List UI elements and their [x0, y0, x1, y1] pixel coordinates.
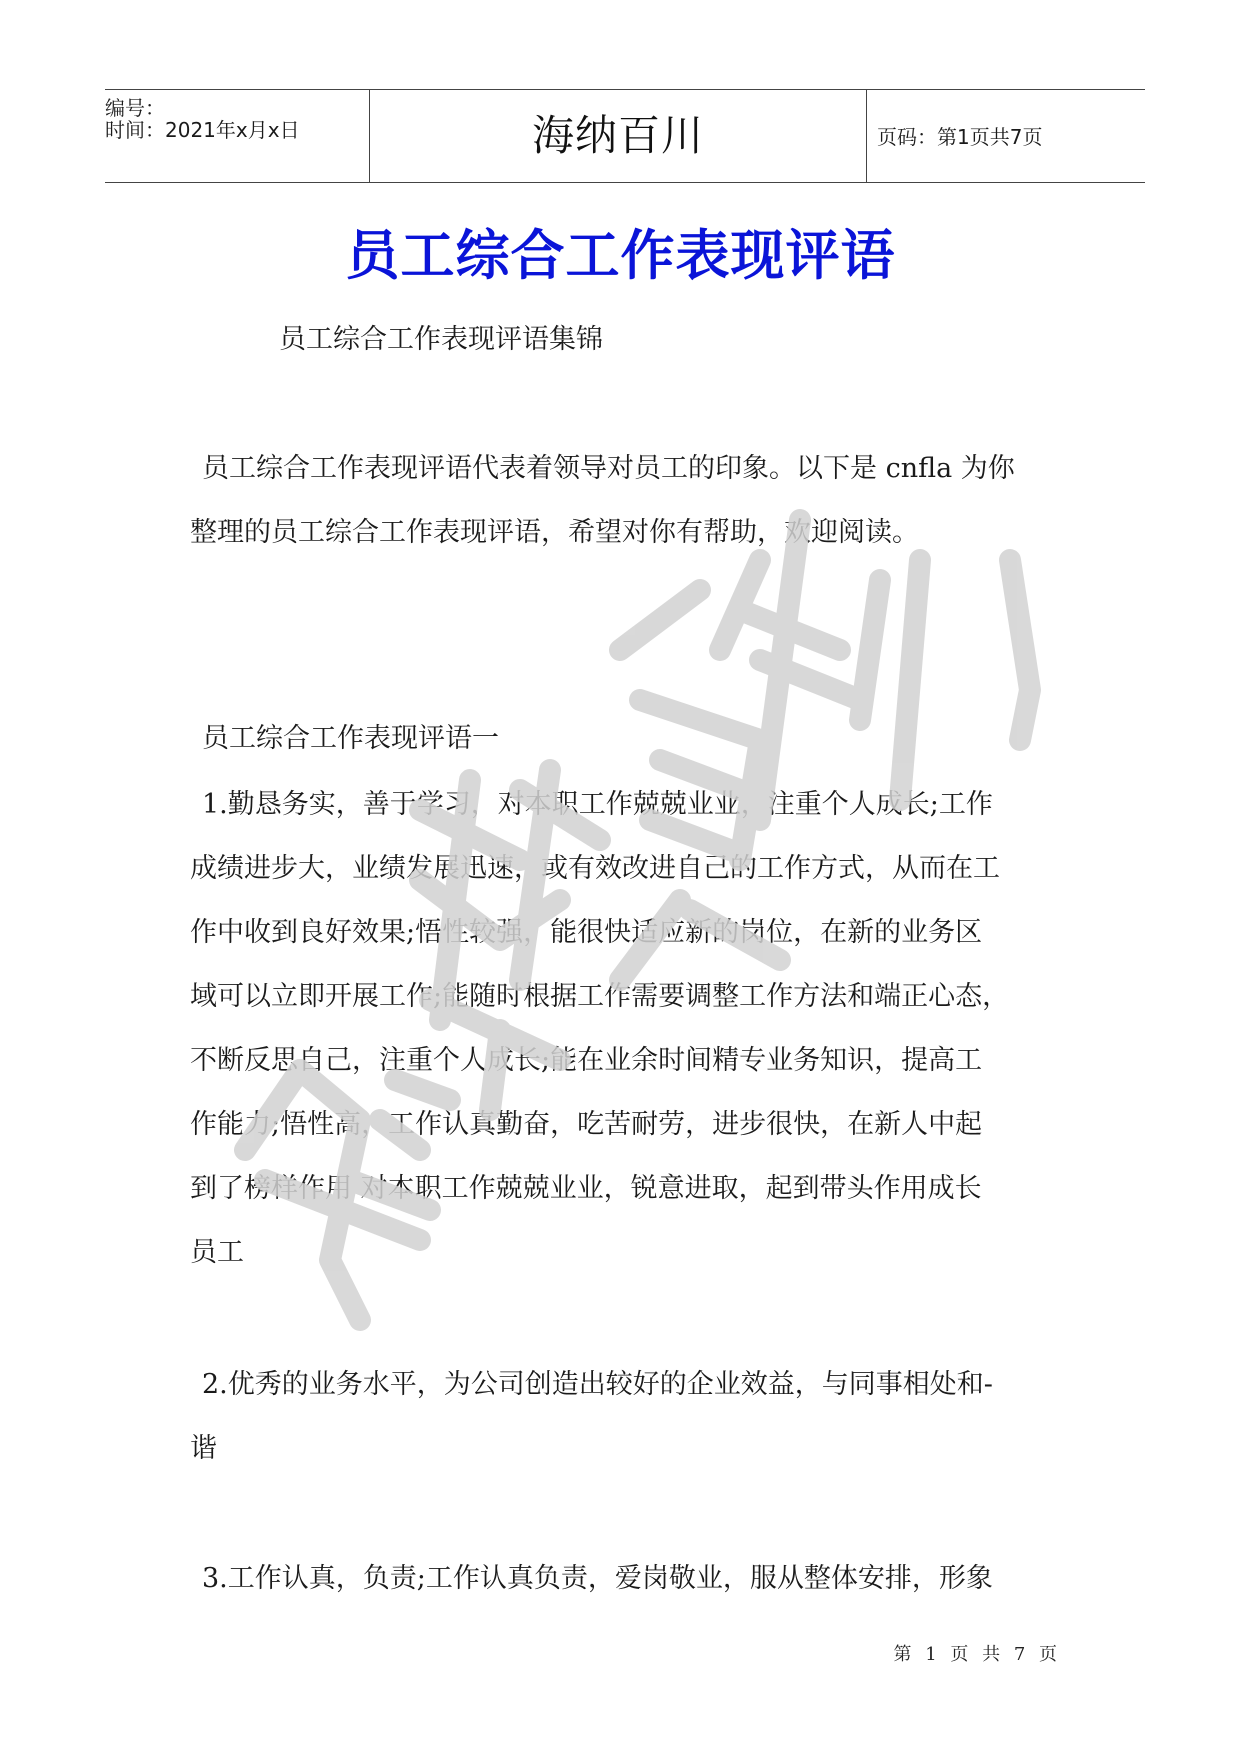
item-line: 2.优秀的业务水平，为公司创造出较好的企业效益，与同事相处和- [202, 1369, 993, 1400]
page-label: 页码：第1页共7页 [877, 125, 1043, 149]
header-table [105, 89, 1145, 183]
header-left-cell [105, 90, 370, 182]
page-footer: 第 1 页 共 7 页 [893, 1644, 1061, 1665]
item-line: 3.工作认真，负责;工作认真负责，爱岗敬业，服从整体安排，形象 [202, 1563, 993, 1594]
item-line: 到了榜样作用 对本职工作兢兢业业，锐意进取，起到带头作用成长 [190, 1173, 982, 1204]
item-line: 谐 [190, 1433, 217, 1464]
item-line: 作中收到良好效果;悟性较强，能很快适应新的岗位，在新的业务区 [190, 917, 983, 948]
item-line: 成绩进步大，业绩发展迅速，或有效改进自己的工作方式，从而在工 [190, 853, 1000, 884]
header-middle-cell [370, 90, 867, 182]
item-line: 不断反思自己，注重个人成长;能在业余时间精专业务知识，提高工 [190, 1045, 983, 1076]
item-line: 员工 [190, 1237, 244, 1268]
item-line: 作能力;悟性高，工作认真勤奋，吃苦耐劳，进步很快，在新人中起 [190, 1109, 983, 1140]
header-right-cell [867, 90, 1145, 182]
subtitle: 员工综合工作表现评语集锦 [279, 324, 603, 355]
intro-line: 员工综合工作表现评语代表着领导对员工的印象。以下是 cnfla 为你 [202, 453, 1015, 484]
document-title: 员工综合工作表现评语 [345, 223, 896, 287]
section-heading: 员工综合工作表现评语一 [202, 723, 499, 754]
brand-name: 海纳百川 [531, 111, 704, 160]
intro-line: 整理的员工综合工作表现评语，希望对你有帮助，欢迎阅读。 [190, 517, 919, 548]
number-label: 编号： [105, 96, 165, 120]
time-label: 时间：2021年x月x日 [105, 118, 300, 142]
item-line: 域可以立即开展工作;能随时根据工作需要调整工作方法和端正心态， [190, 981, 1010, 1012]
item-line: 1.勤恳务实，善于学习，对本职工作兢兢业业，注重个人成长;工作 [202, 789, 993, 820]
